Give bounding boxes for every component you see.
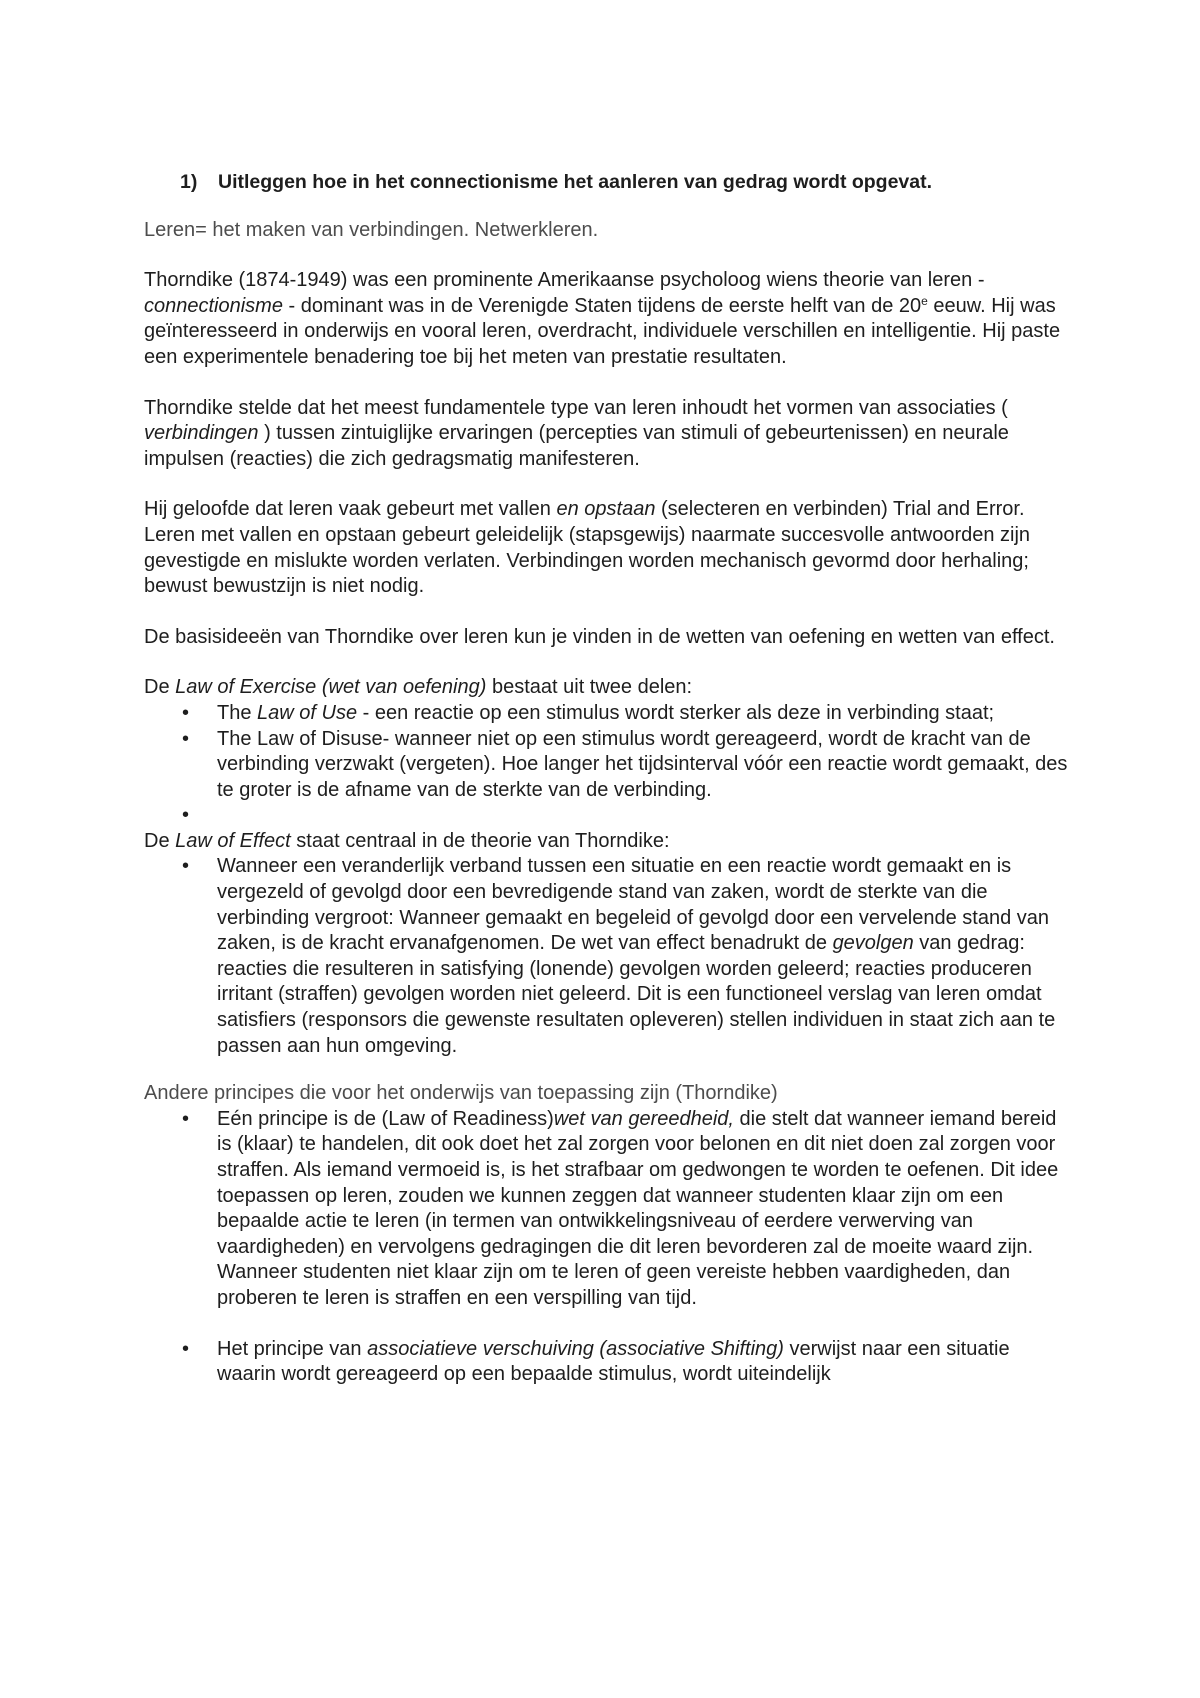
emphasis: Law of Effect xyxy=(175,829,291,852)
list-item xyxy=(144,1337,1074,1388)
law-of-exercise-intro xyxy=(144,675,1074,701)
emphasis: wet van gereedheid, xyxy=(553,1107,734,1130)
text-run: (selecteren en verbinden) Trial and Error. Leren met vallen en opstaan gebeurt geleidelijk (stapsgewijs) naarmate succesvolle antwoorden zijn gevestigde en mislukte worden verlaten. Verbindingen worden mechanisch gevormd door herhaling; bewust bewustzijn is niet nodig. xyxy=(144,498,1031,598)
text-run: Eén principe is de (Law of Readiness) xyxy=(217,1107,554,1130)
text-run: staat centraal in de theorie van Thorndike: xyxy=(290,829,670,852)
text-run: De xyxy=(144,829,176,852)
document-body xyxy=(144,170,1074,1388)
text-run: ) tussen zintuiglijke ervaringen (percepties van stimuli of gebeurtenissen) en neurale impulsen (reacties) die zich gedragsmatig manifesteren. xyxy=(144,422,1009,470)
law-of-effect-intro xyxy=(144,829,1074,855)
text-run: Thorndike stelde dat het meest fundamentele type van leren inhoudt het vormen van associaties ( xyxy=(144,396,1008,419)
text-run: Wanneer een veranderlijk verband tussen een situatie en een reactie wordt gemaakt en is vergezeld of gevolgd door een bevredigende stand van zaken, wordt de sterkte van die verbinding vergroot: Wanneer gemaakt en begeleid of gevolgd door een vervelende stand van zaken, is de kracht ervanafgenomen. De wet van effect benadrukt de xyxy=(217,855,1050,955)
heading-number: 1) xyxy=(180,171,198,193)
emphasis: Law of Use xyxy=(257,701,358,724)
text-run: verwijst naar een situatie waarin wordt gereageerd op een bepaalde stimulus, wordt uiteindelijk xyxy=(217,1337,1010,1386)
section-heading xyxy=(180,170,1074,196)
thorndike-intro-paragraph xyxy=(144,268,1074,370)
text-run: The xyxy=(217,701,258,724)
trial-error-paragraph xyxy=(144,497,1074,599)
text-run: The Law of Disuse- wanneer niet op een stimulus wordt gereageerd, wordt de kracht van de verbinding verzwakt (vergeten). Hoe langer het tijdsinterval vóór een reactie wordt gemaakt, des te groter is de afname van de sterkte van de verbinding. xyxy=(217,727,1068,801)
emphasis: associatieve verschuiving (associative Shifting) xyxy=(367,1337,784,1360)
emphasis: gevolgen xyxy=(832,932,914,955)
list-item xyxy=(144,701,1074,727)
text-run: Het principe van xyxy=(217,1337,368,1360)
text-run: - dominant was in de Verenigde Staten tijdens de eerste helft van de 20 xyxy=(282,294,922,317)
text-run: van gedrag: reacties die resulteren in satisfying (lonende) gevolgen worden geleerd; reacties produceren irritant (straffen) gevolgen worden niet geleerd. Dit is een functioneel verslag van leren omdat satisfiers (responsors die gewenste resultaten opleveren) stellen individuen in staat zich aan te passen aan hun omgeving. xyxy=(217,932,1056,1057)
law-of-exercise-list xyxy=(144,701,1074,829)
list-item xyxy=(144,854,1074,1059)
emphasis: connectionisme xyxy=(144,294,283,317)
text-run: Thorndike (1874-1949) was een prominente Amerikaanse psycholoog wiens theorie van leren - xyxy=(144,269,985,292)
text-run: bestaat uit twee delen: xyxy=(486,676,693,699)
associations-paragraph xyxy=(144,396,1074,473)
superscript: e xyxy=(921,293,928,308)
law-of-effect-list xyxy=(144,854,1074,1059)
text-run: die stelt dat wanneer iemand bereid is (klaar) te handelen, dit ook doet het zal zorgen voor belonen en dit niet doen zal zorgen voor straffen. Als iemand vermoeid is, is het strafbaar om gedwongen te worden te oefenen. Dit idee toepassen op leren, zouden we kunnen zeggen dat wanneer studenten klaar zijn om een bepaalde actie te leren (in termen van ontwikkelingsniveau of eerdere verwerving van vaardigheden) en vervolgens gedragingen die dit leren bevorderen zal de moeite waard zijn. Wanneer studenten niet klaar zijn om te leren of geen vereiste hebben vaardigheden, dan proberen te leren is straffen en een verspilling van tijd. xyxy=(217,1107,1059,1309)
basic-ideas-paragraph: De basisideeën van Thorndike over leren kun je vinden in de wetten van oefening en wetten van effect. xyxy=(144,625,1055,648)
definition-paragraph: Leren= het maken van verbindingen. Netwerkleren. xyxy=(144,218,599,241)
emphasis: Law of Exercise (wet van oefening) xyxy=(175,676,487,699)
text-run: - een reactie op een stimulus wordt sterker als deze in verbinding staat; xyxy=(357,701,995,724)
text-run: eeuw. Hij was geïnteresseerd in onderwijs en vooral leren, overdracht, individuele verschillen en intelligentie. Hij paste een experimentele benadering toe bij het meten van prestatie resultaten. xyxy=(144,294,1061,368)
list-item xyxy=(144,1107,1074,1312)
list-item-empty xyxy=(144,803,1074,829)
heading-text: Uitleggen hoe in het connectionisme het aanleren van gedrag wordt opgevat. xyxy=(218,171,933,193)
other-principles-list xyxy=(144,1107,1074,1388)
text-run: Hij geloofde dat leren vaak gebeurt met vallen xyxy=(144,498,557,521)
list-item xyxy=(144,727,1074,804)
emphasis: verbindingen xyxy=(144,422,259,445)
text-run: De xyxy=(144,676,176,699)
other-principles-title: Andere principes die voor het onderwijs van toepassing zijn (Thorndike) xyxy=(144,1082,778,1105)
emphasis: en opstaan xyxy=(556,498,656,521)
